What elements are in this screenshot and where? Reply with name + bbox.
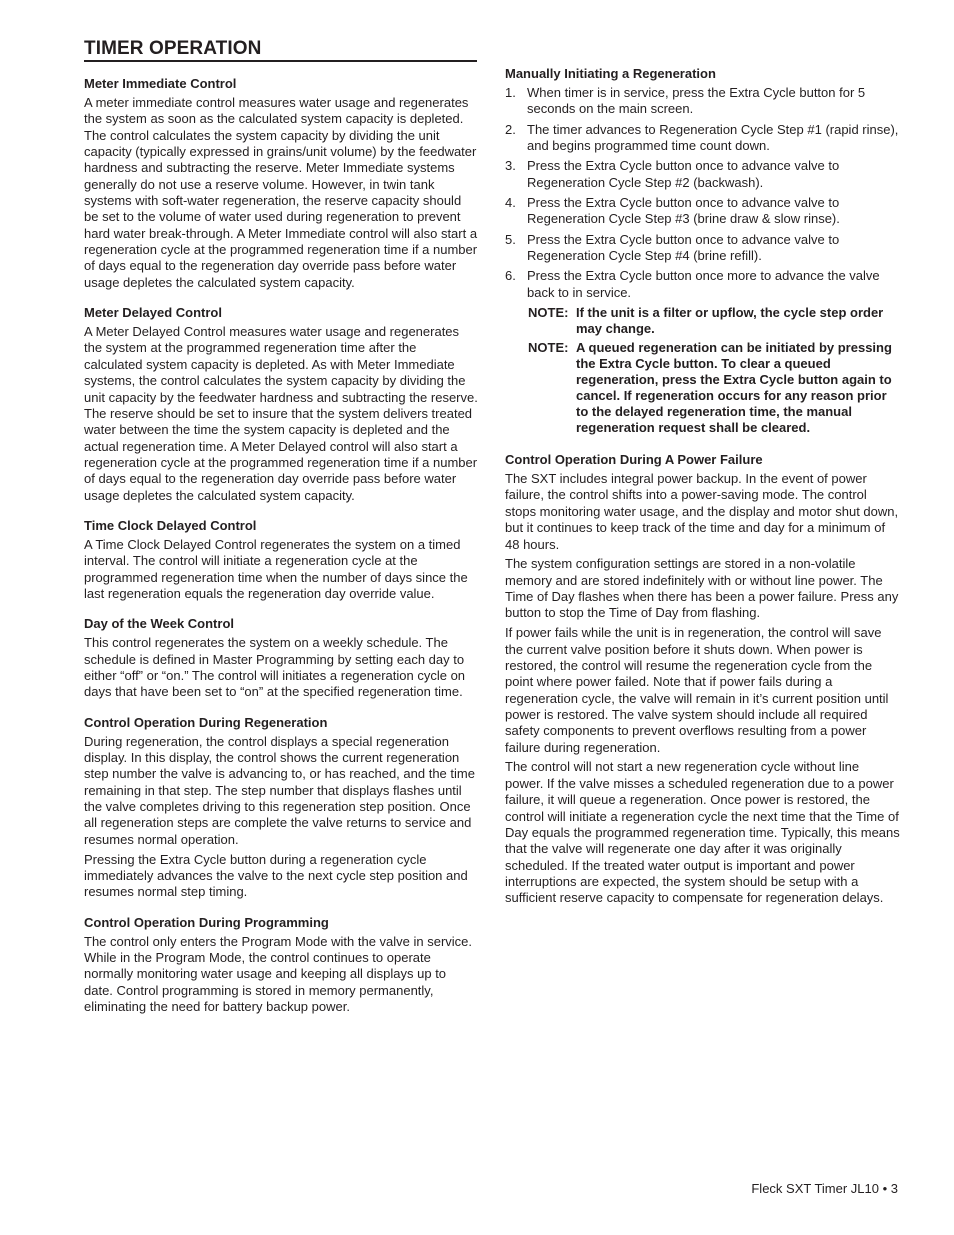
paragraph: The control will not start a new regeneration cycle without line power. If the valve misses a scheduled regeneration due to a power failure, it will queue a regeneration. Once power is restored, the control will initiate a regeneration cycle the next time that the Time of Day equals the programmed regeneration time. Typically, this means that the valve will regenerate one day after it was originally scheduled. If the treated water output is important and power interruptions are expected, the system should be setup with a sufficient reserve capacity to compensate for regeneration delays. [505, 759, 900, 906]
list-item [505, 85, 900, 118]
section-heading: Meter Immediate Control [84, 76, 237, 91]
section-heading: Meter Delayed Control [84, 305, 222, 321]
paragraph: The control only enters the Program Mode with the valve in service. While in the Program Mode, the control continues to operate normally monitoring water usage and keeping all displays up to date. Control programming is stored in memory permanently, eliminating the need for battery backup power. [84, 933, 473, 1014]
page-title: TIMER OPERATION [84, 38, 477, 62]
list-item [505, 232, 900, 265]
section-meter-immediate [84, 76, 478, 291]
left-column [84, 38, 478, 1029]
right-column [505, 66, 900, 921]
section-heading: Manually Initiating a Regeneration [505, 66, 716, 81]
step-text: Press the Extra Cycle button once to advance valve to Regeneration Cycle Step #3 (brine draw & slow rinse). [527, 195, 840, 227]
note-label: NOTE: [528, 340, 569, 356]
section-power-failure [505, 452, 900, 906]
note-cycle-order [528, 305, 900, 337]
note-text: If the unit is a filter or upflow, the cycle step order may change. [576, 305, 884, 337]
list-item [505, 268, 900, 301]
step-number: 2. [505, 121, 516, 137]
paragraph: A meter immediate control measures water usage and regenerates the system as soon as the calculated system capacity is depleted. The control calculates the system capacity by dividing the unit capacity (typically expressed in grains/unit volume) by the feedwater hardness and subtracting the reserve. Meter Immediate systems generally do not use a reserve volume. However, in twin tank systems with soft-water regeneration, the reserve capacity should be set to the volume of water used during regeneration to prevent hard water break-through. A Meter Immediate control will also start a regeneration cycle at the programmed regeneration time if a number of days equal to the regeneration day override pass before water usage depletes the calculated system capacity. [84, 95, 478, 290]
note-queued-regeneration [528, 340, 900, 436]
step-text: When timer is in service, press the Extra Cycle button for 5 seconds on the main screen. [527, 85, 866, 117]
step-list [505, 85, 900, 301]
section-heading: Control Operation During A Power Failure [505, 452, 763, 468]
section-during-regeneration [84, 715, 478, 901]
list-item [505, 195, 900, 228]
note-label: NOTE: [528, 305, 569, 321]
list-item [505, 158, 900, 191]
page-footer: Fleck SXT Timer JL10 • 3 [751, 1181, 898, 1196]
section-manual-regeneration [505, 66, 900, 436]
paragraph: If power fails while the unit is in regeneration, the control will save the current valve position before it shuts down. When power is restored, the control will resume the regeneration cycle from the point where power failed. Note that if power fails during a regeneration cycle, the valve will remain in it’s current position until power is restored. The valve system should include all required safety components to prevent overflows resulting from a power failure during regeneration. [505, 625, 889, 755]
step-text: Press the Extra Cycle button once to advance valve to Regeneration Cycle Step #2 (backwash). [527, 158, 840, 190]
section-heading: Control Operation During Programming [84, 914, 329, 930]
step-text: Press the Extra Cycle button once more to advance the valve back to in service. [527, 268, 880, 300]
section-heading: Control Operation During Regeneration [84, 714, 328, 730]
step-number: 6. [505, 268, 516, 284]
section-time-clock [84, 518, 478, 602]
step-text: Press the Extra Cycle button once to advance valve to Regeneration Cycle Step #4 (brine refill). [527, 231, 840, 264]
step-number: 1. [505, 85, 516, 100]
paragraph: A Time Clock Delayed Control regenerates the system on a timed interval. The control will initiate a regeneration cycle at the programmed regeneration time when the number of days since the last regeneration equals the regeneration day override value. [84, 536, 468, 601]
note-text: A queued regeneration can be initiated by pressing the Extra Cycle button. To clear a queued regeneration, press the Extra Cycle button again to cancel. If regeneration occurs for any reason prior to the delayed regeneration time, the manual regeneration request shall be cleared. [576, 340, 892, 436]
step-number: 3. [505, 158, 516, 174]
paragraph: A Meter Delayed Control measures water usage and regenerates the system at the programmed regeneration time after the calculated system capacity is depleted. As with Meter Immediate systems, the control calculates the system capacity by dividing the unit capacity by the feedwater hardness and subtracting the reserve. The reserve should be set to insure that the system delivers treated water between the time the system capacity is depleted and the actual regeneration time. A Meter Delayed control will also start a regeneration cycle at the programmed regeneration time if a number of days equal to the regeneration day override pass before water usage depletes the calculated system capacity. [84, 324, 478, 503]
section-meter-delayed [84, 305, 478, 504]
section-heading: Time Clock Delayed Control [84, 517, 257, 533]
step-number: 4. [505, 195, 516, 211]
paragraph: During regeneration, the control displays a special regeneration display. In this display, the control shows the current regeneration step number the valve is advancing to, or has reached, and the time remaining in that step. The step number that displays flashes until the valve completes driving to this regeneration step position. Once all regeneration steps are complete the valve returns to service and resumes normal operation. [84, 733, 475, 847]
step-text: The timer advances to Regeneration Cycle Step #1 (rapid rinse), and begins programmed time count down. [527, 121, 899, 154]
list-item [505, 122, 900, 155]
section-day-of-week [84, 616, 478, 700]
paragraph: The SXT includes integral power backup. In the event of power failure, the control shifts into a power-saving mode. The control stops monitoring water usage, and the display and motor shut down, but it continues to keep track of the time and day for a minimum of 48 hours. [505, 471, 899, 552]
section-heading: Day of the Week Control [84, 616, 235, 632]
paragraph: Pressing the Extra Cycle button during a regeneration cycle immediately advances the valve to the next cycle step position and resumes normal step timing. [84, 851, 468, 900]
step-number: 5. [505, 231, 516, 247]
section-during-programming [84, 915, 478, 1016]
paragraph: This control regenerates the system on a weekly schedule. The schedule is defined in Master Programming by setting each day to either “off” or “on.” The control will initiates a regeneration cycle on days that have been set to “on” at the specified regeneration time. [84, 635, 466, 700]
paragraph: The system configuration settings are stored in a non-volatile memory and are stored indefinitely with or without line power. The Time of Day flashes when there has been a power failure. Press any button to stop the Time of Day from flashing. [505, 556, 899, 621]
